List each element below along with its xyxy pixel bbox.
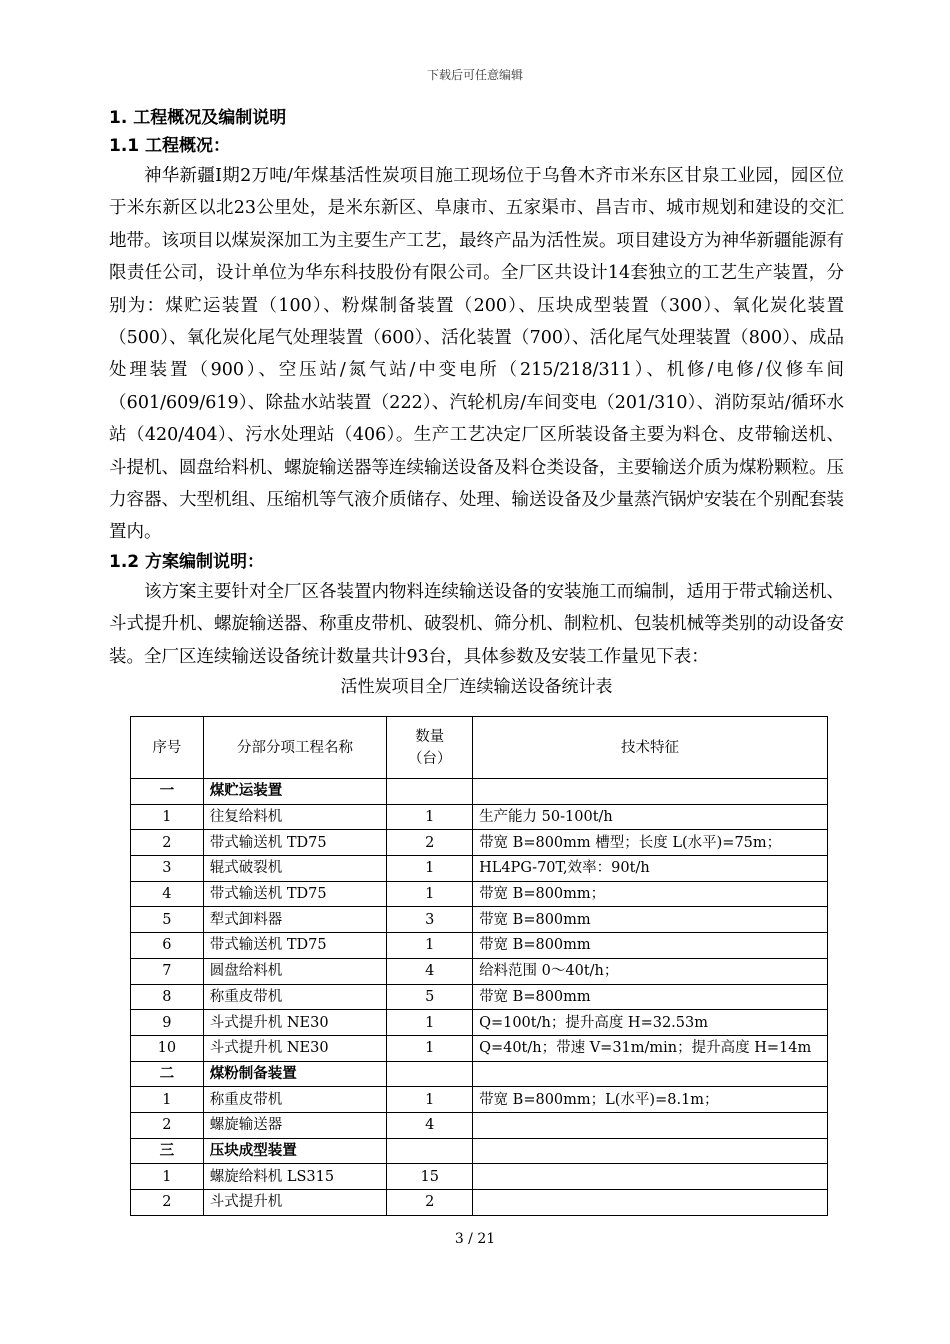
cell-spec: HL4PG-70T,效率：90t/h xyxy=(473,856,828,882)
cell-spec xyxy=(473,779,828,805)
cell-no: 1 xyxy=(131,804,204,830)
cell-name: 斗式提升机 NE30 xyxy=(203,1010,387,1036)
table-row xyxy=(131,1112,828,1138)
header-qty-line2: （台） xyxy=(407,750,452,767)
cell-spec xyxy=(473,1138,828,1164)
cell-spec: 带宽 B=800mm 槽型；长度 L(水平)=75m； xyxy=(473,830,828,856)
table-row xyxy=(131,804,828,830)
cell-qty xyxy=(387,1138,473,1164)
page-number: 3 / 21 xyxy=(454,1231,496,1247)
cell-qty: 1 xyxy=(387,856,473,882)
cell-no: 1 xyxy=(131,1164,204,1190)
cell-no: 8 xyxy=(131,984,204,1010)
table-group-row xyxy=(131,1138,828,1164)
cell-name: 斗式提升机 xyxy=(203,1190,387,1216)
table-row xyxy=(131,830,828,856)
cell-no: 6 xyxy=(131,933,204,959)
cell-qty xyxy=(387,779,473,805)
cell-spec xyxy=(473,1190,828,1216)
overview-paragraph: 神华新疆Ⅰ期2万吨/年煤基活性炭项目施工现场位于乌鲁木齐市米东区甘泉工业园，园区位于米东新区以北23公里处，是米东新区、阜康市、五家渠市、昌吉市、城市规划和建设的交汇地带。该项目以煤炭深加工为主要生产工艺，最终产品为活性炭。项目建设方为神华新疆能源有限责任公司，设计单位为华东科技股份有限公司。全厂区共设计14套独立的工艺生产装置，分别为：煤贮运装置（100）、粉煤制备装置（200）、压块成型装置（300）、氧化炭化装置（500）、氧化炭化尾气处理装置（600）、活化装置（700）、活化尾气处理装置（800）、成品处理装置（900）、空压站/氮气站/中变电所（215/218/311）、机修/电修/仪修车间（601/609/619）、除盐水站装置（222）、汽轮机房/车间变电（201/310）、消防泵站/循环水站（420/404）、污水处理站（406）。生产工艺决定厂区所装设备主要为料仓、皮带输送机、斗提机、圆盘给料机、螺旋输送器等连续输送设备及料仓类设备，主要输送介质为煤粉颗粒。压力容器、大型机组、压缩机等气液介质储存、处理、输送设备及少量蒸汽锅炉安装在个别配套装置内。 xyxy=(109,166,844,543)
cell-qty: 1 xyxy=(387,933,473,959)
cell-spec: 带宽 B=800mm； xyxy=(473,881,828,907)
cell-name: 压块成型装置 xyxy=(203,1138,387,1164)
cell-qty: 4 xyxy=(387,1112,473,1138)
cell-spec xyxy=(473,1061,828,1087)
subsection-title-plan: 1.2 方案编制说明： xyxy=(109,551,265,572)
cell-name: 带式输送机 TD75 xyxy=(203,830,387,856)
cell-name: 称重皮带机 xyxy=(203,1087,387,1113)
cell-no: 2 xyxy=(131,1112,204,1138)
cell-spec: Q=40t/h；带速 V=31m/min；提升高度 H=14m xyxy=(473,1035,828,1061)
cell-name: 斗式提升机 NE30 xyxy=(203,1035,387,1061)
cell-name: 带式输送机 TD75 xyxy=(203,933,387,959)
cell-name: 犁式卸料器 xyxy=(203,907,387,933)
cell-qty xyxy=(387,1061,473,1087)
cell-qty: 2 xyxy=(387,1190,473,1216)
cell-spec: 给料范围 0～40t/h； xyxy=(473,958,828,984)
cell-qty: 3 xyxy=(387,907,473,933)
cell-no: 1 xyxy=(131,1087,204,1113)
cell-no: 2 xyxy=(131,830,204,856)
cell-qty: 1 xyxy=(387,1087,473,1113)
table-row xyxy=(131,933,828,959)
subsection-title-overview: 1.1 工程概况： xyxy=(109,136,231,156)
page-header: 下载后可任意编辑 xyxy=(426,68,523,82)
table-group-row xyxy=(131,779,828,805)
cell-spec: 带宽 B=800mm xyxy=(473,984,828,1010)
equipment-table xyxy=(130,716,828,1216)
cell-no: 一 xyxy=(131,779,204,805)
table-row xyxy=(131,907,828,933)
cell-name: 螺旋给料机 LS315 xyxy=(203,1164,387,1190)
cell-spec xyxy=(473,1112,828,1138)
cell-no: 7 xyxy=(131,958,204,984)
header-name: 分部分项工程名称 xyxy=(203,717,387,779)
cell-name: 辊式破裂机 xyxy=(203,856,387,882)
document-body xyxy=(109,104,844,701)
cell-spec: 生产能力 50-100t/h xyxy=(473,804,828,830)
header-qty xyxy=(387,717,473,779)
table-row xyxy=(131,958,828,984)
cell-qty: 1 xyxy=(387,804,473,830)
cell-qty: 5 xyxy=(387,984,473,1010)
table-row xyxy=(131,1087,828,1113)
cell-no: 5 xyxy=(131,907,204,933)
cell-qty: 15 xyxy=(387,1164,473,1190)
cell-spec: 带宽 B=800mm；L(水平)=8.1m； xyxy=(473,1087,828,1113)
cell-no: 2 xyxy=(131,1190,204,1216)
cell-name: 螺旋输送器 xyxy=(203,1112,387,1138)
table-row xyxy=(131,1190,828,1216)
cell-spec: 带宽 B=800mm xyxy=(473,907,828,933)
table-caption: 活性炭项目全厂连续输送设备统计表 xyxy=(340,677,613,698)
table-row xyxy=(131,881,828,907)
table-header-row xyxy=(131,717,828,779)
section-title: 1. 工程概况及编制说明 xyxy=(109,108,287,128)
cell-no: 10 xyxy=(131,1035,204,1061)
cell-spec: 带宽 B=800mm xyxy=(473,933,828,959)
cell-no: 3 xyxy=(131,856,204,882)
cell-name: 称重皮带机 xyxy=(203,984,387,1010)
cell-qty: 4 xyxy=(387,958,473,984)
table-row xyxy=(131,856,828,882)
cell-no: 三 xyxy=(131,1138,204,1164)
cell-qty: 1 xyxy=(387,1035,473,1061)
table-row xyxy=(131,1010,828,1036)
table-group-row xyxy=(131,1061,828,1087)
cell-spec: Q=100t/h；提升高度 H=32.53m xyxy=(473,1010,828,1036)
cell-qty: 1 xyxy=(387,881,473,907)
cell-no: 二 xyxy=(131,1061,204,1087)
cell-name: 往复给料机 xyxy=(203,804,387,830)
header-qty-line1: 数量 xyxy=(415,728,445,745)
cell-qty: 1 xyxy=(387,1010,473,1036)
plan-paragraph: 该方案主要针对全厂区各装置内物料连续输送设备的安装施工而编制，适用于带式输送机、斗式提升机、螺旋输送器、称重皮带机、破裂机、筛分机、制粒机、包装机械等类别的动设备安装。全厂区连续输送设备统计数量共计93台，具体参数及安装工作量见下表： xyxy=(109,581,844,667)
header-no: 序号 xyxy=(131,717,204,779)
cell-no: 9 xyxy=(131,1010,204,1036)
cell-name: 带式输送机 TD75 xyxy=(203,881,387,907)
cell-no: 4 xyxy=(131,881,204,907)
table-row xyxy=(131,1164,828,1190)
cell-qty: 2 xyxy=(387,830,473,856)
cell-name: 煤粉制备装置 xyxy=(203,1061,387,1087)
cell-spec xyxy=(473,1164,828,1190)
table-row xyxy=(131,1035,828,1061)
cell-name: 圆盘给料机 xyxy=(203,958,387,984)
header-spec: 技术特征 xyxy=(473,717,828,779)
cell-name: 煤贮运装置 xyxy=(203,779,387,805)
table-row xyxy=(131,984,828,1010)
